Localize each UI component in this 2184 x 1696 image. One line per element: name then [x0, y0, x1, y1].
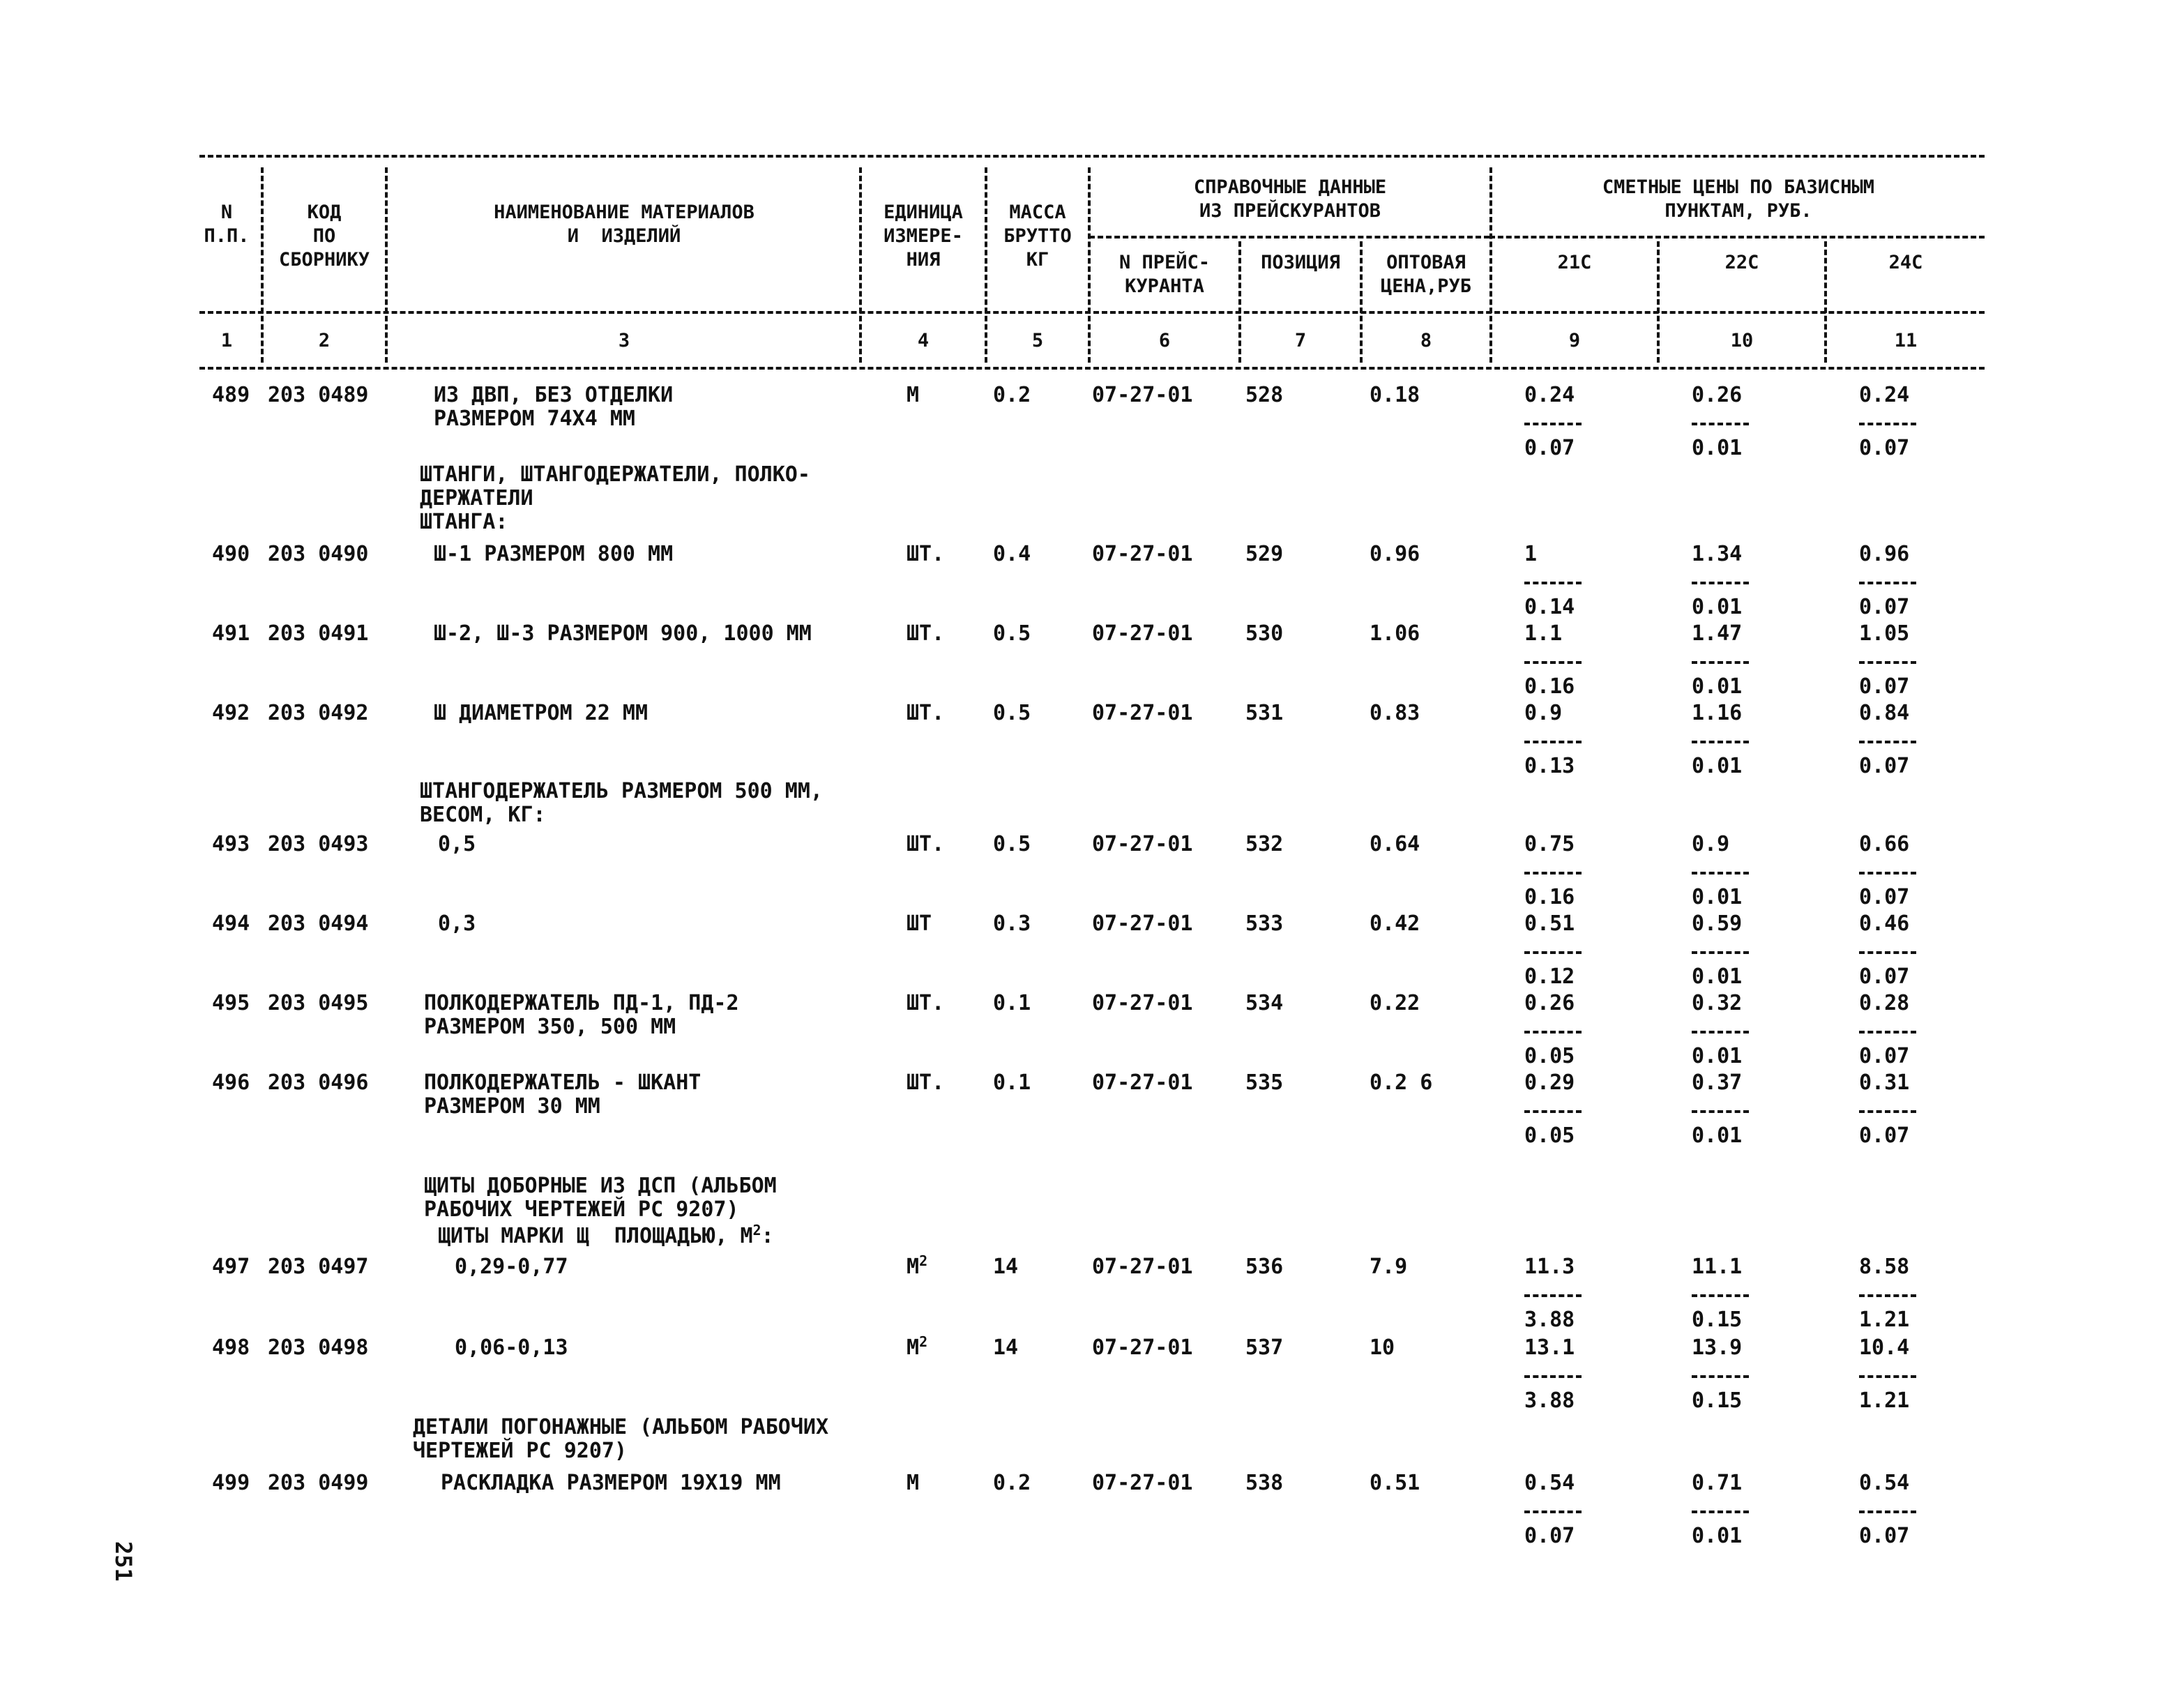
row-price-list: 07-27-01	[1092, 911, 1193, 936]
row-price-list: 07-27-01	[1092, 1335, 1193, 1360]
price-21c-transport: 3.88	[1524, 1308, 1575, 1332]
price-22c-value: 11.1	[1692, 1255, 1743, 1279]
fraction-bar	[1524, 1110, 1582, 1113]
row-unit	[907, 1071, 944, 1095]
header-prices-group: СМЕТНЫЕ ЦЕНЫ ПО БАЗИСНЫМ ПУНКТАМ, РУБ.	[1602, 176, 1875, 222]
price-24c	[1859, 622, 1922, 700]
row-position: 532	[1245, 832, 1284, 856]
price-22c	[1692, 992, 1754, 1070]
fraction-bar	[1859, 741, 1916, 743]
row-unit-text: ШТ.	[907, 542, 945, 566]
price-21c	[1524, 622, 1587, 700]
header-sep	[385, 167, 388, 363]
fraction-bar	[1524, 872, 1582, 874]
header-col-3: НАИМЕНОВАНИЕ МАТЕРИАЛОВ И ИЗДЕЛИЙ	[494, 202, 754, 247]
row-unit-text: ШТ.	[907, 832, 945, 856]
price-24c	[1859, 1336, 1922, 1414]
price-21c-transport: 0.05	[1524, 1123, 1575, 1148]
price-21c	[1524, 833, 1587, 911]
price-22c	[1692, 1255, 1754, 1333]
price-22c-transport: 0.01	[1692, 1044, 1743, 1068]
row-price-list: 07-27-01	[1092, 701, 1193, 725]
row-name: ПОЛКОДЕРЖАТЕЛЬ ПД-1, ПД-2 РАЗМЕРОМ 350, 500 ММ	[424, 991, 739, 1039]
row-unit	[907, 384, 919, 407]
fraction-bar	[1692, 1110, 1749, 1113]
row-unit	[907, 1471, 919, 1495]
header-col-11: 24С	[1888, 252, 1923, 273]
header-col-7: ПОЗИЦИЯ	[1261, 252, 1340, 273]
row-position: 534	[1245, 991, 1284, 1015]
row-position: 535	[1245, 1070, 1284, 1095]
price-22c-transport: 0.01	[1692, 885, 1743, 909]
row-price-list: 07-27-01	[1092, 991, 1193, 1015]
header-col-2: КОД ПО СБОРНИКУ	[278, 202, 370, 271]
fraction-bar	[1859, 872, 1916, 874]
row-position: 529	[1245, 542, 1284, 566]
row-wholesale-price: 0.18	[1370, 383, 1420, 407]
section-heading-tail: :	[761, 1224, 774, 1248]
price-22c-transport: 0.01	[1692, 595, 1743, 619]
price-22c-transport: 0.15	[1692, 1308, 1743, 1332]
row-name: ПОЛКОДЕРЖАТЕЛЬ - ШКАНТ РАЗМЕРОМ 30 ММ	[424, 1070, 702, 1119]
price-21c	[1524, 384, 1587, 462]
row-mass: 14	[993, 1335, 1019, 1360]
price-22c	[1692, 543, 1754, 621]
row-unit	[907, 1333, 928, 1360]
price-22c	[1692, 702, 1754, 780]
row-unit-text: ШТ.	[907, 1070, 945, 1095]
row-mass: 0.4	[993, 542, 1031, 566]
row-wholesale-price: 0.2 6	[1370, 1070, 1433, 1095]
price-24c-value: 1.05	[1859, 621, 1910, 646]
section-heading: ШТАНГИ, ШТАНГОДЕРЖАТЕЛИ, ПОЛКО- ДЕРЖАТЕЛИ ШТАНГА:	[420, 462, 810, 534]
row-wholesale-price: 0.96	[1370, 542, 1420, 566]
row-unit	[907, 912, 932, 936]
superscript: 2	[752, 1222, 761, 1239]
price-22c-value: 13.9	[1692, 1335, 1743, 1360]
price-22c-transport: 0.01	[1692, 1524, 1743, 1548]
row-price-list: 07-27-01	[1092, 621, 1193, 646]
col-number-4: 4	[917, 330, 930, 351]
row-wholesale-price: 0.22	[1370, 991, 1420, 1015]
row-position: 533	[1245, 911, 1284, 936]
header-sub-rule-prices	[1489, 236, 1985, 238]
price-21c	[1524, 1471, 1587, 1550]
row-price-list: 07-27-01	[1092, 383, 1193, 407]
row-code: 203 0499	[268, 1471, 369, 1495]
price-24c-transport: 0.07	[1859, 1123, 1910, 1148]
fraction-bar	[1524, 1031, 1582, 1034]
price-21c-value: 0.29	[1524, 1070, 1575, 1095]
row-number: 497	[212, 1255, 250, 1279]
header-col-1: N П.П.	[204, 202, 250, 247]
row-position: 537	[1245, 1335, 1284, 1360]
price-24c	[1859, 992, 1922, 1070]
row-unit-superscript: 2	[919, 1252, 928, 1269]
price-24c-value: 0.24	[1859, 383, 1910, 407]
row-number: 490	[212, 542, 250, 566]
row-unit-text: М	[907, 1471, 920, 1495]
col-number-10: 10	[1730, 330, 1754, 351]
fraction-bar	[1859, 1375, 1916, 1378]
row-mass: 0.5	[993, 621, 1031, 646]
row-unit-superscript: 2	[919, 1333, 928, 1350]
price-21c-transport: 3.88	[1524, 1388, 1575, 1413]
price-22c-transport: 0.01	[1692, 436, 1743, 460]
price-22c-value: 1.16	[1692, 701, 1743, 725]
row-price-list: 07-27-01	[1092, 542, 1193, 566]
row-unit	[907, 833, 944, 856]
header-col-4: ЕДИНИЦА ИЗМЕРЕ- НИЯ	[884, 202, 963, 271]
price-22c-transport: 0.01	[1692, 674, 1743, 699]
price-22c	[1692, 384, 1754, 462]
price-21c-transport: 0.16	[1524, 885, 1575, 909]
row-number: 489	[212, 383, 250, 407]
price-24c-value: 0.84	[1859, 701, 1910, 725]
row-wholesale-price: 1.06	[1370, 621, 1420, 646]
price-22c-transport: 0.01	[1692, 964, 1743, 989]
price-22c	[1692, 1071, 1754, 1149]
row-name: 0,06-0,13	[455, 1335, 568, 1360]
price-21c-value: 0.51	[1524, 911, 1575, 936]
price-24c-value: 8.58	[1859, 1255, 1910, 1279]
row-wholesale-price: 0.42	[1370, 911, 1420, 936]
col-number-1: 1	[220, 330, 233, 351]
price-24c-value: 0.31	[1859, 1070, 1910, 1095]
price-21c	[1524, 702, 1587, 780]
row-code: 203 0492	[268, 701, 369, 725]
row-mass: 0.5	[993, 832, 1031, 856]
row-name: РАСКЛАДКА РАЗМЕРОМ 19Х19 ММ	[441, 1471, 781, 1495]
header-col-6: N ПРЕЙС- КУРАНТА	[1118, 252, 1211, 297]
price-24c	[1859, 702, 1922, 780]
price-22c	[1692, 622, 1754, 700]
price-22c-value: 1.34	[1692, 542, 1743, 566]
price-24c-value: 0.46	[1859, 911, 1910, 936]
row-code: 203 0491	[268, 621, 369, 646]
header-top-rule	[199, 155, 1985, 158]
price-21c-transport: 0.14	[1524, 595, 1575, 619]
col-number-8: 8	[1420, 330, 1432, 351]
row-unit-text: М	[907, 1255, 920, 1279]
section-heading	[438, 1222, 774, 1248]
row-number: 492	[212, 701, 250, 725]
price-24c-transport: 0.07	[1859, 595, 1910, 619]
row-number: 495	[212, 991, 250, 1015]
price-24c-transport: 0.07	[1859, 1524, 1910, 1548]
price-24c-transport: 0.07	[1859, 885, 1910, 909]
price-21c-value: 1.1	[1524, 621, 1563, 646]
row-position: 538	[1245, 1471, 1284, 1495]
row-wholesale-price: 0.64	[1370, 832, 1420, 856]
price-24c	[1859, 833, 1922, 911]
fraction-bar	[1692, 423, 1749, 425]
col-number-3: 3	[618, 330, 630, 351]
row-name: 0,3	[438, 911, 476, 936]
row-price-list: 07-27-01	[1092, 1070, 1193, 1095]
fraction-bar	[1859, 423, 1916, 425]
row-name: 0,29-0,77	[455, 1255, 568, 1279]
row-code: 203 0494	[268, 911, 369, 936]
price-24c-transport: 0.07	[1859, 674, 1910, 699]
row-number: 493	[212, 832, 250, 856]
price-22c-value: 0.32	[1692, 991, 1743, 1015]
price-22c-transport: 0.01	[1692, 754, 1743, 778]
row-price-list: 07-27-01	[1092, 1471, 1193, 1495]
price-21c-value: 0.75	[1524, 832, 1575, 856]
section-heading: ЩИТЫ ДОБОРНЫЕ ИЗ ДСП (АЛЬБОМ РАБОЧИХ ЧЕРТЕЖЕЙ РС 9207)	[424, 1174, 777, 1222]
price-24c-value: 0.96	[1859, 542, 1910, 566]
col-number-2: 2	[318, 330, 331, 351]
row-unit	[907, 543, 944, 566]
fraction-bar	[1524, 951, 1582, 954]
price-21c-value: 13.1	[1524, 1335, 1575, 1360]
fraction-bar	[1524, 582, 1582, 584]
fraction-bar	[1692, 1294, 1749, 1297]
fraction-bar	[1692, 1375, 1749, 1378]
row-unit-text: ШТ.	[907, 991, 945, 1015]
price-21c	[1524, 543, 1587, 621]
price-21c-value: 0.9	[1524, 701, 1563, 725]
col-number-11: 11	[1894, 330, 1918, 351]
price-22c	[1692, 1336, 1754, 1414]
price-21c	[1524, 1336, 1587, 1414]
price-22c-value: 0.26	[1692, 383, 1743, 407]
row-wholesale-price: 10	[1370, 1335, 1395, 1360]
fraction-bar	[1692, 872, 1749, 874]
price-24c-transport: 1.21	[1859, 1308, 1910, 1332]
row-mass: 0.2	[993, 383, 1031, 407]
row-position: 528	[1245, 383, 1284, 407]
header-ref-group: СПРАВОЧНЫЕ ДАННЫЕ ИЗ ПРЕЙСКУРАНТОВ	[1193, 176, 1387, 222]
fraction-bar	[1692, 741, 1749, 743]
fraction-bar	[1692, 661, 1749, 664]
price-21c-value: 0.54	[1524, 1471, 1575, 1495]
row-unit-text: ШТ.	[907, 621, 945, 646]
price-22c-value: 0.59	[1692, 911, 1743, 936]
fraction-bar	[1859, 1110, 1916, 1113]
fraction-bar	[1524, 661, 1582, 664]
price-21c	[1524, 1255, 1587, 1333]
row-code: 203 0493	[268, 832, 369, 856]
fraction-bar	[1859, 1294, 1916, 1297]
price-24c	[1859, 1471, 1922, 1550]
price-22c	[1692, 833, 1754, 911]
row-number: 494	[212, 911, 250, 936]
header-sub-rule-ref	[1089, 236, 1489, 238]
price-24c	[1859, 1255, 1922, 1333]
row-unit	[907, 622, 944, 646]
row-mass: 0.5	[993, 701, 1031, 725]
fraction-bar	[1524, 1294, 1582, 1297]
fraction-bar	[1859, 951, 1916, 954]
section-heading: ШТАНГОДЕРЖАТЕЛЬ РАЗМЕРОМ 500 ММ, ВЕСОМ, КГ:	[420, 779, 823, 827]
row-number: 491	[212, 621, 250, 646]
row-price-list: 07-27-01	[1092, 832, 1193, 856]
price-22c-transport: 0.15	[1692, 1388, 1743, 1413]
fraction-bar	[1692, 951, 1749, 954]
row-name: ИЗ ДВП, БЕЗ ОТДЕЛКИ РАЗМЕРОМ 74Х4 ММ	[434, 383, 674, 431]
price-24c	[1859, 912, 1922, 990]
row-name: Ш-1 РАЗМЕРОМ 800 ММ	[434, 542, 674, 566]
header-col-5: МАССА БРУТТО КГ	[1003, 202, 1072, 271]
price-21c-transport: 0.16	[1524, 674, 1575, 699]
row-code: 203 0489	[268, 383, 369, 407]
fraction-bar	[1859, 1031, 1916, 1034]
fraction-bar	[1859, 661, 1916, 664]
row-position: 536	[1245, 1255, 1284, 1279]
price-24c	[1859, 384, 1922, 462]
price-21c-value: 0.24	[1524, 383, 1575, 407]
price-22c-value: 0.71	[1692, 1471, 1743, 1495]
price-21c	[1524, 912, 1587, 990]
price-21c-transport: 0.07	[1524, 436, 1575, 460]
price-24c-transport: 0.07	[1859, 964, 1910, 989]
row-position: 530	[1245, 621, 1284, 646]
price-24c-value: 10.4	[1859, 1335, 1910, 1360]
price-22c-value: 1.47	[1692, 621, 1743, 646]
section-heading-text: ЩИТЫ МАРКИ Щ ПЛОЩАДЬЮ, М	[438, 1224, 753, 1248]
header-col-10: 22С	[1724, 252, 1759, 273]
row-code: 203 0498	[268, 1335, 369, 1360]
row-unit	[907, 1252, 928, 1279]
price-24c-transport: 1.21	[1859, 1388, 1910, 1413]
row-code: 203 0490	[268, 542, 369, 566]
price-24c-value: 0.28	[1859, 991, 1910, 1015]
fraction-bar	[1692, 1031, 1749, 1034]
row-price-list: 07-27-01	[1092, 1255, 1193, 1279]
row-number: 498	[212, 1335, 250, 1360]
price-21c-transport: 0.13	[1524, 754, 1575, 778]
section-heading: ДЕТАЛИ ПОГОНАЖНЫЕ (АЛЬБОМ РАБОЧИХ ЧЕРТЕЖЕЙ РС 9207)	[413, 1415, 829, 1463]
row-code: 203 0495	[268, 991, 369, 1015]
price-22c-value: 0.9	[1692, 832, 1730, 856]
row-unit	[907, 702, 944, 725]
row-name: Ш-2, Ш-3 РАЗМЕРОМ 900, 1000 ММ	[434, 621, 812, 646]
fraction-bar	[1524, 1510, 1582, 1513]
row-number: 499	[212, 1471, 250, 1495]
price-24c-transport: 0.07	[1859, 754, 1910, 778]
column-number-rule	[199, 367, 1985, 370]
price-21c	[1524, 1071, 1587, 1149]
row-name: Ш ДИАМЕТРОМ 22 ММ	[434, 701, 649, 725]
fraction-bar	[1859, 1510, 1916, 1513]
price-21c-transport: 0.12	[1524, 964, 1575, 989]
row-code: 203 0496	[268, 1070, 369, 1095]
row-unit	[907, 992, 944, 1015]
row-mass: 0.1	[993, 991, 1031, 1015]
price-24c-transport: 0.07	[1859, 1044, 1910, 1068]
row-position: 531	[1245, 701, 1284, 725]
col-number-5: 5	[1031, 330, 1044, 351]
header-col-8: ОПТОВАЯ ЦЕНА,РУБ	[1380, 252, 1472, 297]
col-number-7: 7	[1294, 330, 1307, 351]
row-code: 203 0497	[268, 1255, 369, 1279]
col-number-9: 9	[1568, 330, 1581, 351]
price-21c-value: 0.26	[1524, 991, 1575, 1015]
price-22c-transport: 0.01	[1692, 1123, 1743, 1148]
fraction-bar	[1524, 1375, 1582, 1378]
fraction-bar	[1692, 1510, 1749, 1513]
price-24c-value: 0.54	[1859, 1471, 1910, 1495]
row-number: 496	[212, 1070, 250, 1095]
fraction-bar	[1524, 423, 1582, 425]
price-22c	[1692, 912, 1754, 990]
fraction-bar	[1859, 582, 1916, 584]
row-name: 0,5	[438, 832, 476, 856]
row-mass: 0.2	[993, 1471, 1031, 1495]
price-22c	[1692, 1471, 1754, 1550]
price-21c-transport: 0.07	[1524, 1524, 1575, 1548]
fraction-bar	[1524, 741, 1582, 743]
row-unit-text: М	[907, 1335, 920, 1360]
price-21c-value: 1	[1524, 542, 1538, 566]
row-unit-text: ШТ	[907, 911, 932, 936]
row-wholesale-price: 0.51	[1370, 1471, 1420, 1495]
header-col-9: 21С	[1557, 252, 1592, 273]
row-wholesale-price: 7.9	[1370, 1255, 1408, 1279]
price-24c-transport: 0.07	[1859, 436, 1910, 460]
col-number-6: 6	[1158, 330, 1171, 351]
row-unit-text: М	[907, 383, 920, 407]
row-mass: 0.1	[993, 1070, 1031, 1095]
header-bottom-rule	[199, 311, 1985, 314]
row-mass: 0.3	[993, 911, 1031, 936]
page-number: 251	[110, 1541, 137, 1582]
price-21c-transport: 0.05	[1524, 1044, 1575, 1068]
price-22c-value: 0.37	[1692, 1070, 1743, 1095]
price-24c	[1859, 1071, 1922, 1149]
fraction-bar	[1692, 582, 1749, 584]
price-21c-value: 11.3	[1524, 1255, 1575, 1279]
row-mass: 14	[993, 1255, 1019, 1279]
price-24c	[1859, 543, 1922, 621]
price-24c-value: 0.66	[1859, 832, 1910, 856]
row-unit-text: ШТ.	[907, 701, 945, 725]
price-21c	[1524, 992, 1587, 1070]
row-wholesale-price: 0.83	[1370, 701, 1420, 725]
